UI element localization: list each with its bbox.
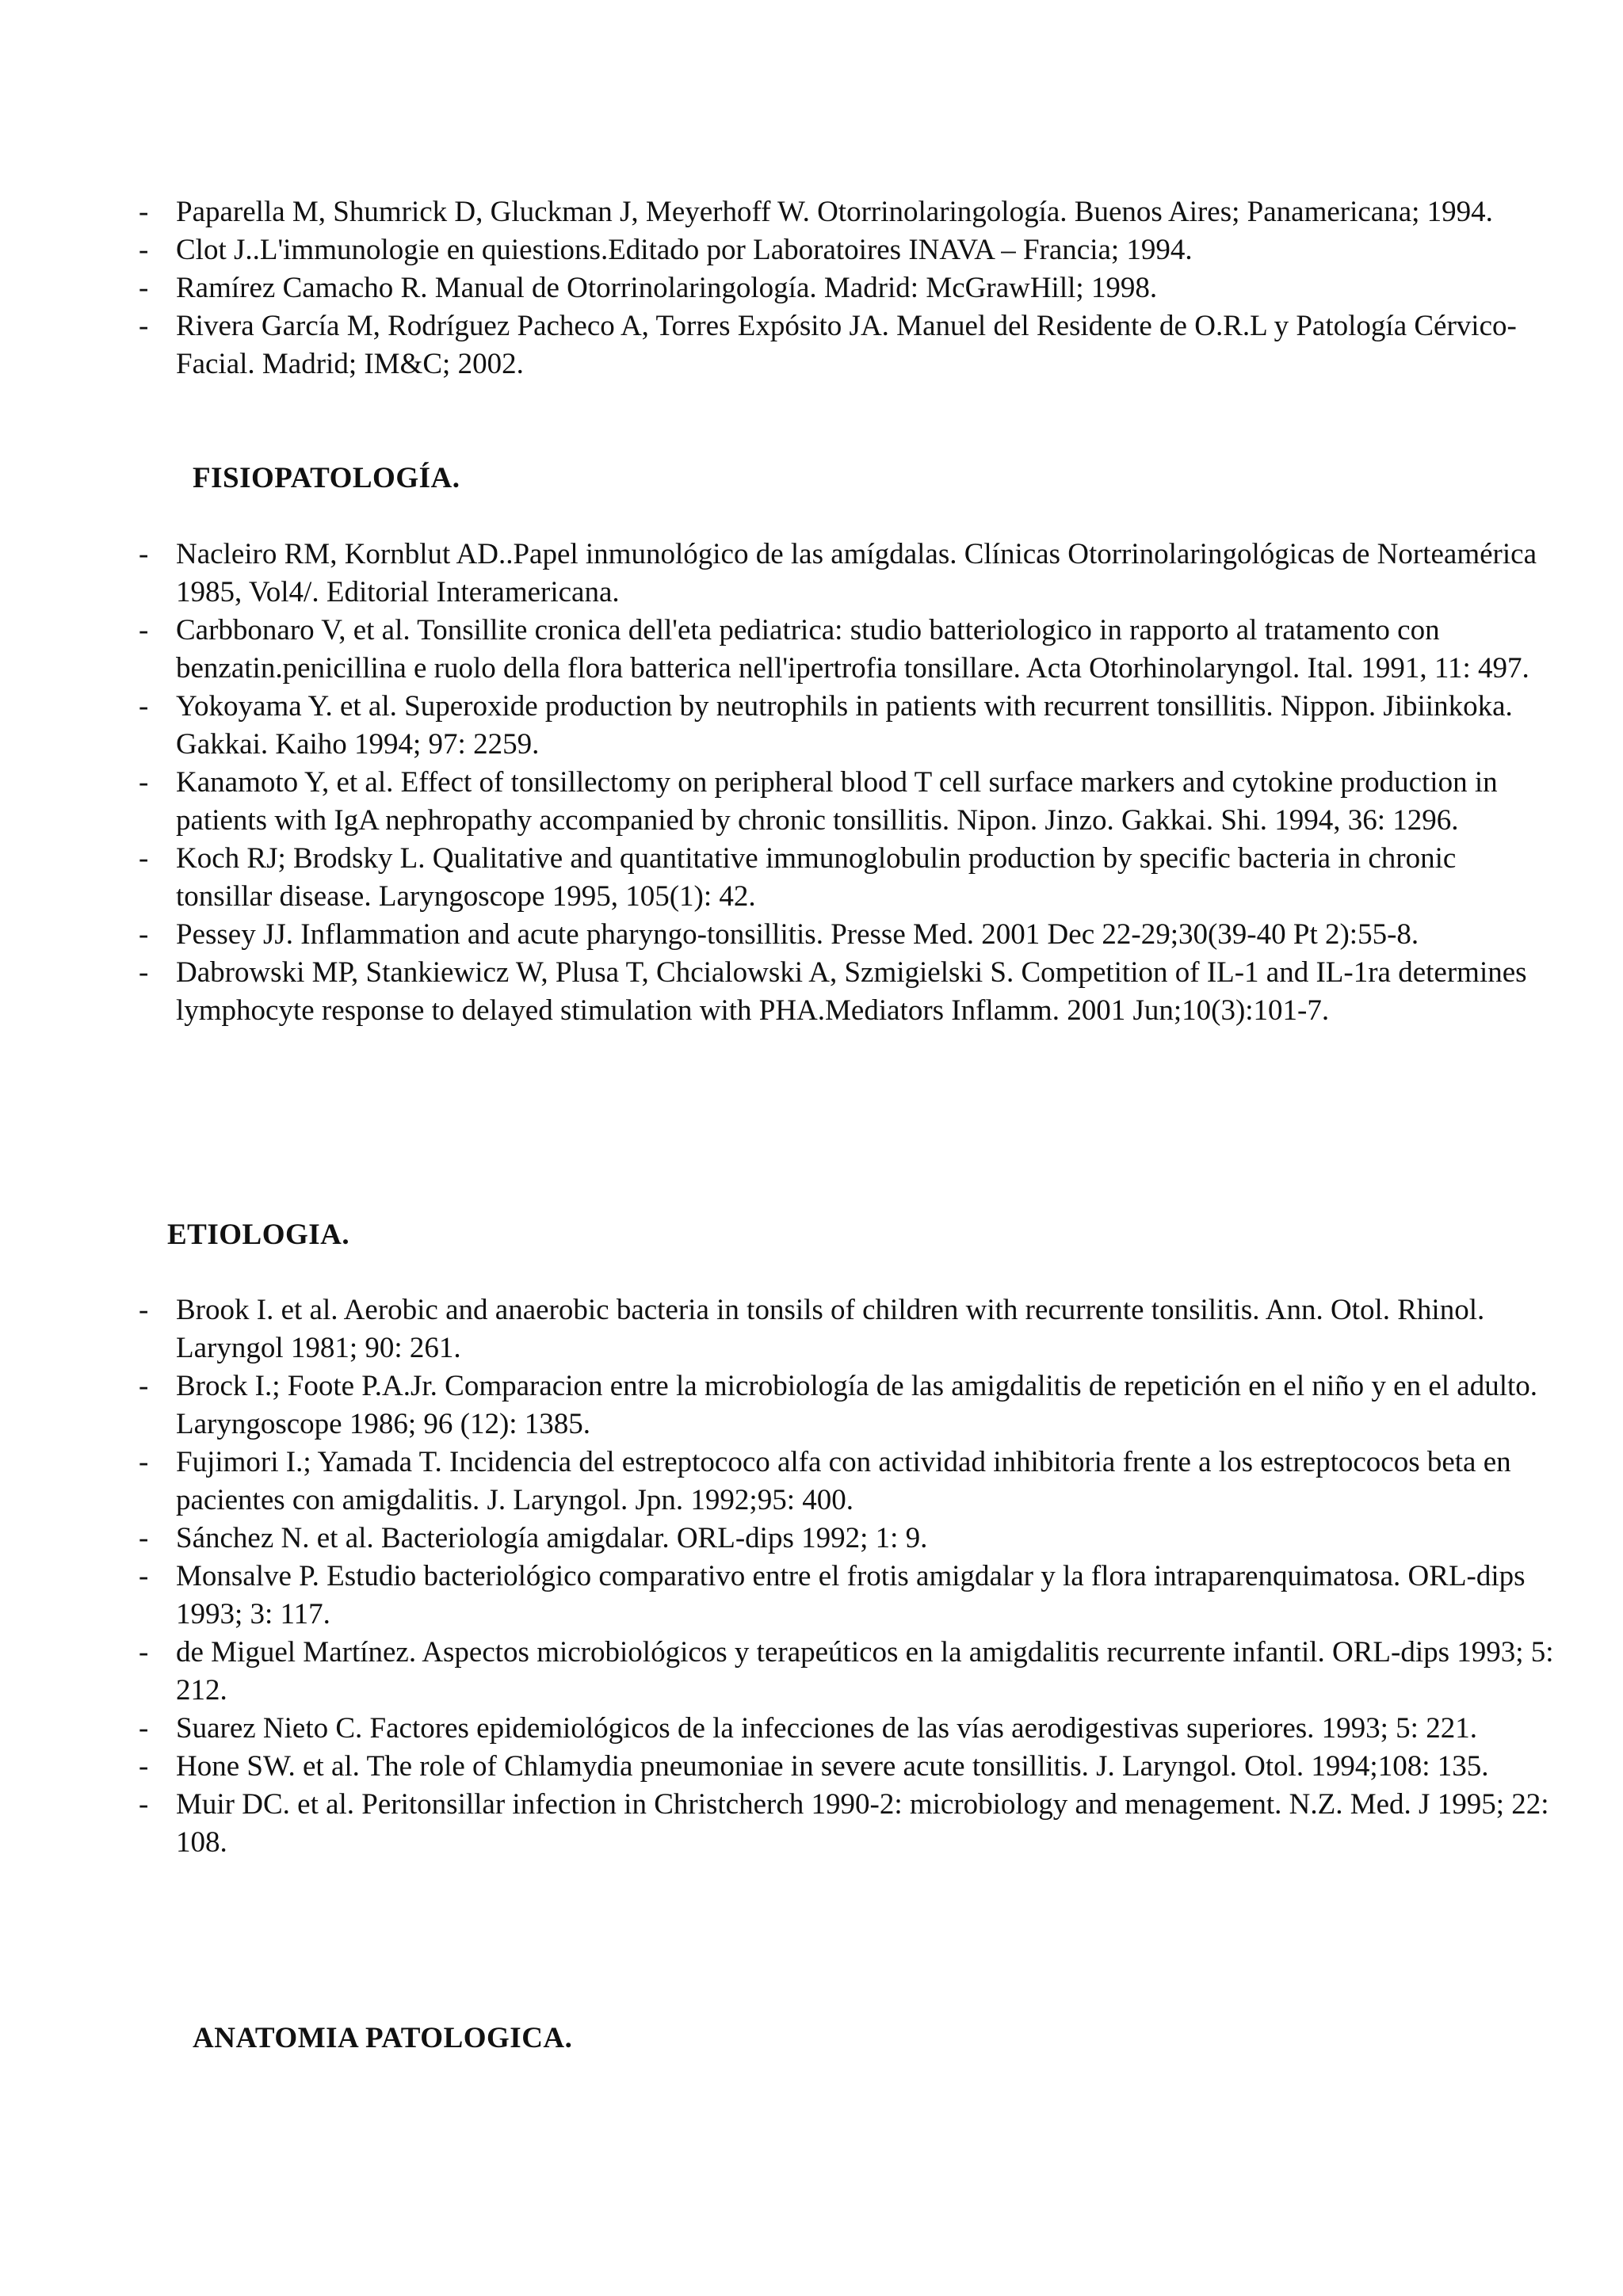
reference-text: Pessey JJ. Inflammation and acute pharyngo-tonsillitis. Presse Med. 2001 Dec 22-29;30(39-40 Pt 2):55-8. [176, 918, 1419, 951]
reference-text: Clot J..L'immunologie en quiestions.Editado por Laboratoires INAVA – Francia; 1994. [176, 234, 1193, 266]
section-heading-fisiopatologia: FISIOPATOLOGÍA. [193, 462, 460, 494]
section-heading-etiologia: ETIOLOGIA. [167, 1219, 350, 1251]
reference-text: Monsalve P. Estudio bacteriológico comparativo entre el frotis amigdalar y la flora intraparenquimatosa. ORL-dips 1993; 3: 117. [176, 1560, 1526, 1630]
reference-item: - Nacleiro RM, Kornblut AD..Papel inmunológico de las amígdalas. Clínicas Otorrinolaringológicas de Norteamérica 1985, Vol4/. Editorial Interamericana. [0, 536, 1555, 612]
reference-text: Brock I.; Foote P.A.Jr. Comparacion entre la microbiología de las amigdalitis de repetición en el niño y en el adulto. Laryngoscope 1986; 96 (12): 1385. [176, 1370, 1538, 1440]
reference-text: Ramírez Camacho R. Manual de Otorrinolaringología. Madrid: McGrawHill; 1998. [176, 272, 1158, 304]
reference-item: - Carbbonaro V, et al. Tonsillite cronica dell'eta pediatrica: studio batteriologico in rapporto al tratamento con benzatin.penicillina e ruolo della flora batterica nell'ipertrofia tonsillare. Acta Otorhinolaryngol. Ital. 1991, 11: 497. [0, 612, 1555, 688]
reference-item: - Brock I.; Foote P.A.Jr. Comparacion entre la microbiología de las amigdalitis de repetición en el niño y en el adulto. Laryngoscope 1986; 96 (12): 1385. [0, 1367, 1555, 1444]
reference-item: - Sánchez N. et al. Bacteriología amigdalar. ORL-dips 1992; 1: 9. [0, 1520, 1555, 1558]
reference-text: Carbbonaro V, et al. Tonsillite cronica dell'eta pediatrica: studio batteriologico in rapporto al tratamento con benzatin.penicillina e ruolo della flora batterica nell'ipertrofia tonsillare. Acta Otorhinolaryngol. Ital. 1991, 11: 497. [176, 614, 1529, 685]
reference-item: - Dabrowski MP, Stankiewicz W, Plusa T, Chcialowski A, Szmigielski S. Competition of IL-1 and IL-1ra determines lymphocyte response to delayed stimulation with PHA.Mediators Inflamm. 2001 Jun;10(3):101-7. [0, 954, 1555, 1030]
reference-item: - Suarez Nieto C. Factores epidemiológicos de la infecciones de las vías aerodigestivas superiores. 1993; 5: 221. [0, 1710, 1555, 1748]
reference-text: de Miguel Martínez. Aspectos microbiológicos y terapeúticos en la amigdalitis recurrente infantil. ORL-dips 1993; 5: 212. [176, 1636, 1554, 1707]
reference-item: - Monsalve P. Estudio bacteriológico comparativo entre el frotis amigdalar y la flora intraparenquimatosa. ORL-dips 1993; 3: 117. [0, 1558, 1555, 1634]
reference-text: Rivera García M, Rodríguez Pacheco A, Torres Expósito JA. Manuel del Residente de O.R.L y Patología Cérvico-Facial. Madrid; IM&C; 2002. [176, 310, 1517, 380]
reference-text: Koch RJ; Brodsky L. Qualitative and quantitative immunoglobulin production by specific bacteria in chronic tonsillar disease. Laryngoscope 1995, 105(1): 42. [176, 842, 1457, 913]
reference-text: Yokoyama Y. et al. Superoxide production by neutrophils in patients with recurrent tonsillitis. Nippon. Jibiinkoka. Gakkai. Kaiho 1994; 97: 2259. [176, 690, 1513, 761]
reference-item: - Rivera García M, Rodríguez Pacheco A, Torres Expósito JA. Manuel del Residente de O.R.L y Patología Cérvico-Facial. Madrid; IM&C; 2002. [0, 307, 1555, 383]
reference-item: - Yokoyama Y. et al. Superoxide production by neutrophils in patients with recurrent tonsillitis. Nippon. Jibiinkoka. Gakkai. Kaiho 1994; 97: 2259. [0, 688, 1555, 764]
reference-item: - Muir DC. et al. Peritonsillar infection in Christcherch 1990-2: microbiology and menagement. N.Z. Med. J 1995; 22: 108. [0, 1786, 1555, 1862]
reference-list-fisiopatologia [0, 536, 1623, 1030]
reference-text: Dabrowski MP, Stankiewicz W, Plusa T, Chcialowski A, Szmigielski S. Competition of IL-1 and IL-1ra determines lymphocyte response to delayed stimulation with PHA.Mediators Inflamm. 2001 Jun;10(3):101-7. [176, 956, 1527, 1027]
reference-text: Fujimori I.; Yamada T. Incidencia del estreptococo alfa con actividad inhibitoria frente a los estreptococos beta en pacientes con amigdalitis. J. Laryngol. Jpn. 1992;95: 400. [176, 1446, 1511, 1516]
reference-text: Kanamoto Y, et al. Effect of tonsillectomy on peripheral blood T cell surface markers and cytokine production in patients with IgA nephropathy accompanied by chronic tonsillitis. Nipon. Jinzo. Gakkai. Shi. 1994, 36: 1296. [176, 766, 1498, 837]
reference-item: - Pessey JJ. Inflammation and acute pharyngo-tonsillitis. Presse Med. 2001 Dec 22-29;30(39-40 Pt 2):55-8. [0, 916, 1555, 954]
reference-text: Paparella M, Shumrick D, Gluckman J, Meyerhoff W. Otorrinolaringología. Buenos Aires; Panamericana; 1994. [176, 196, 1493, 228]
reference-item: - Kanamoto Y, et al. Effect of tonsillectomy on peripheral blood T cell surface markers and cytokine production in patients with IgA nephropathy accompanied by chronic tonsillitis. Nipon. Jinzo. Gakkai. Shi. 1994, 36: 1296. [0, 764, 1555, 840]
reference-item: - Hone SW. et al. The role of Chlamydia pneumoniae in severe acute tonsillitis. J. Laryngol. Otol. 1994;108: 135. [0, 1748, 1555, 1786]
reference-text: Nacleiro RM, Kornblut AD..Papel inmunológico de las amígdalas. Clínicas Otorrinolaringológicas de Norteamérica 1985, Vol4/. Editorial Interamericana. [176, 538, 1537, 608]
reference-list-etiologia [0, 1291, 1623, 1862]
reference-text: Suarez Nieto C. Factores epidemiológicos de la infecciones de las vías aerodigestivas superiores. 1993; 5: 221. [176, 1712, 1477, 1745]
reference-text: Muir DC. et al. Peritonsillar infection in Christcherch 1990-2: microbiology and menagement. N.Z. Med. J 1995; 22: 108. [176, 1788, 1549, 1859]
reference-item: - de Miguel Martínez. Aspectos microbiológicos y terapeúticos en la amigdalitis recurrente infantil. ORL-dips 1993; 5: 212. [0, 1634, 1555, 1710]
reference-list-general [0, 193, 1623, 383]
reference-item: - Fujimori I.; Yamada T. Incidencia del estreptococo alfa con actividad inhibitoria frente a los estreptococos beta en pacientes con amigdalitis. J. Laryngol. Jpn. 1992;95: 400. [0, 1444, 1555, 1520]
reference-item: - Ramírez Camacho R. Manual de Otorrinolaringología. Madrid: McGrawHill; 1998. [0, 269, 1555, 307]
reference-text: Brook I. et al. Aerobic and anaerobic bacteria in tonsils of children with recurrente tonsilitis. Ann. Otol. Rhinol. Laryngol 1981; 90: 261. [176, 1294, 1485, 1364]
section-heading-anatomia-patologica: ANATOMIA PATOLOGICA. [193, 2022, 573, 2054]
reference-item: - Clot J..L'immunologie en quiestions.Editado por Laboratoires INAVA – Francia; 1994. [0, 231, 1555, 269]
reference-item: - Paparella M, Shumrick D, Gluckman J, Meyerhoff W. Otorrinolaringología. Buenos Aires; Panamericana; 1994. [0, 193, 1555, 231]
reference-item: - Koch RJ; Brodsky L. Qualitative and quantitative immunoglobulin production by specific bacteria in chronic tonsillar disease. Laryngoscope 1995, 105(1): 42. [0, 840, 1555, 916]
reference-item: - Brook I. et al. Aerobic and anaerobic bacteria in tonsils of children with recurrente tonsilitis. Ann. Otol. Rhinol. Laryngol 1981; 90: 261. [0, 1291, 1555, 1367]
reference-text: Hone SW. et al. The role of Chlamydia pneumoniae in severe acute tonsillitis. J. Laryngol. Otol. 1994;108: 135. [176, 1750, 1489, 1783]
reference-text: Sánchez N. et al. Bacteriología amigdalar. ORL-dips 1992; 1: 9. [176, 1522, 928, 1554]
